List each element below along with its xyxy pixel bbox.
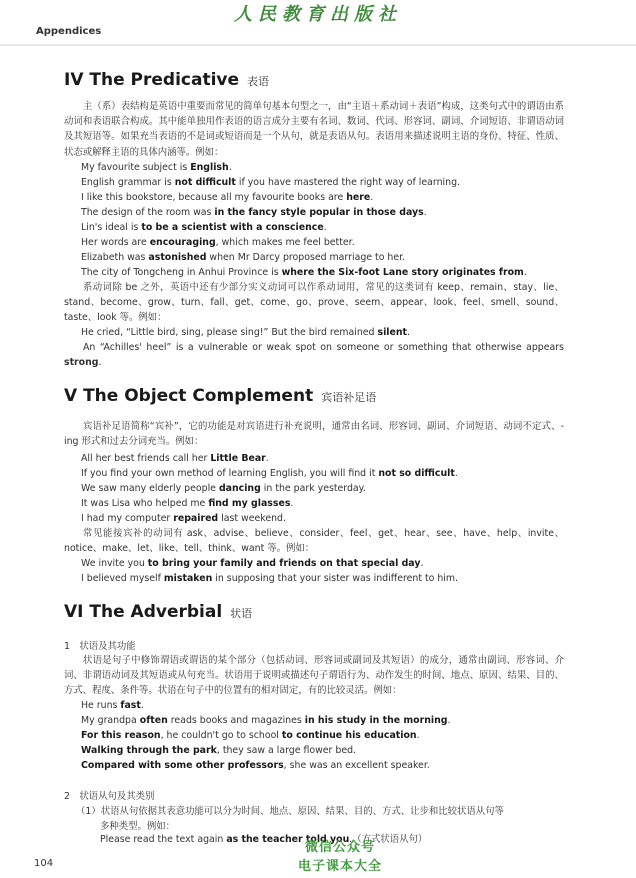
example-line: We invite you to bring your family and friends on that special day. — [81, 558, 424, 569]
example-line: He cried, “Little bird, sing, please sing!” But the bird remained silent. — [81, 327, 410, 338]
section-v-title-en: V The Object Complement — [64, 386, 314, 406]
example-achilles: An “Achilles' heel” is a vulnerable or weak spot on someone or something that otherwise appears strong. — [64, 342, 564, 369]
subheading-1: 1 状语及其功能 — [64, 641, 136, 652]
example-line: The design of the room was in the fancy style popular in those days. — [81, 207, 427, 218]
section-v-title — [64, 386, 376, 406]
section-iv-title-cn: 表语 — [247, 75, 270, 88]
example-line: English grammar is not difficult if you have mastered the right way of learning. — [81, 177, 461, 188]
section-vi-title-cn: 状语 — [230, 607, 253, 620]
example-line: For this reason, he couldn't go to school to continue his education. — [81, 730, 420, 741]
section-v-intro: 宾语补足语简称“宾补”，它的功能是对宾语进行补充说明，通常由名词、形容词、副词、介词短语、动词不定式、-ing 形式和过去分词充当。例如： — [64, 421, 564, 448]
section-iv-title — [64, 70, 269, 90]
example-line: I had my computer repaired last weekend. — [81, 513, 286, 524]
section-v-title-cn: 宾语补足语 — [321, 391, 377, 404]
section-vi-intro: 状语是句子中修饰谓语或谓语的某个部分（包括动词、形容词或副词及其短语）的成分，通常由副词、形容词、介词、非谓语动词及其短语或从句充当。状语用于说明或描述句子谓语行为、动作发生的时间、地点、原因、结果、目的、方式、程度、条件等。状语在句子中的位置有的相对固定，有的比较灵活。例如： — [64, 655, 564, 697]
section-vi-title-en: VI The Adverbial — [64, 602, 223, 622]
example-line: We saw many elderly people dancing in the park yesterday. — [81, 483, 366, 494]
example-line: Elizabeth was astonished when Mr Darcy proposed marriage to her. — [81, 252, 406, 263]
running-head: Appendices — [36, 26, 102, 37]
subheading-2-item-cont: 多种类型。例如： — [100, 821, 176, 832]
example-line: Please read the text again as the teacher told you.（方式状语从句） — [100, 834, 428, 845]
section-iv-title-en: IV The Predicative — [64, 70, 240, 90]
example-line: Compared with some other professors, she was an excellent speaker. — [81, 760, 430, 771]
example-line: If you find your own method of learning English, you will find it not so difficult. — [81, 468, 458, 479]
page-number: 104 — [34, 858, 54, 869]
example-line: He runs fast. — [81, 700, 144, 711]
example-line: My grandpa often reads books and magazines in his study in the morning. — [81, 715, 451, 726]
header-divider — [0, 44, 636, 46]
example-line: I like this bookstore, because all my favourite books are here. — [81, 192, 374, 203]
example-line: It was Lisa who helped me find my glasses. — [81, 498, 294, 509]
watermark-line-2: 电子课本大全 — [297, 859, 382, 874]
section-iv-intro: 主（系）表结构是英语中重要而常见的简单句基本句型之一，由“主语＋系动词＋表语”构成，这类句式中的谓语由系动词和表语联合构成。其中能单独用作表语的语言成分主要有名词、数词、代词、形容词、副词、介词短语、非谓语动词及其短语等。如果充当表语的不是词或短语而是一个从句，就是表语从句。表语用来描述说明主语的身份、特征、性质、状态或解释主语的具体内涵等。例如： — [64, 101, 564, 158]
example-line: All her best friends call her Little Bear. — [81, 453, 269, 464]
example-line: Walking through the park, they saw a large flower bed. — [81, 745, 357, 756]
example-line: Her words are encouraging, which makes me feel better. — [81, 237, 355, 248]
example-line: I believed myself mistaken in supposing that your sister was indifferent to him. — [81, 573, 459, 584]
watermark-line-1: 微信公众号 — [304, 840, 375, 855]
subheading-2-item: （1）状语从句依据其表意功能可以分为时间、地点、原因、结果、目的、方式、让步和比较状语从句等 — [76, 806, 504, 817]
object-complement-verbs-note: 常见能接宾补的动词有 ask、advise、believe、consider、feel、get、hear、see、have、help、invite、notice、make、let、like、tell、think、want 等。例如： — [64, 528, 564, 555]
example-line: My favourite subject is English. — [81, 162, 232, 173]
publisher-logo: 人民教育出版社 — [234, 4, 402, 25]
subheading-2: 2 状语从句及其类别 — [64, 791, 155, 802]
example-line: Lin's ideal is to be a scientist with a conscience. — [81, 222, 327, 233]
section-vi-title — [64, 602, 252, 622]
example-line: The city of Tongcheng in Anhui Province is where the Six-foot Lane story originates from. — [81, 267, 527, 278]
linking-verbs-note: 系动词除 be 之外，英语中还有少部分实义动词可以作系动词用，常见的这类词有 keep、remain、stay、lie、stand、become、grow、turn、fall、get、come、go、prove、seem、appear、look、feel、smell、sound、taste、look 等。例如： — [64, 282, 564, 324]
